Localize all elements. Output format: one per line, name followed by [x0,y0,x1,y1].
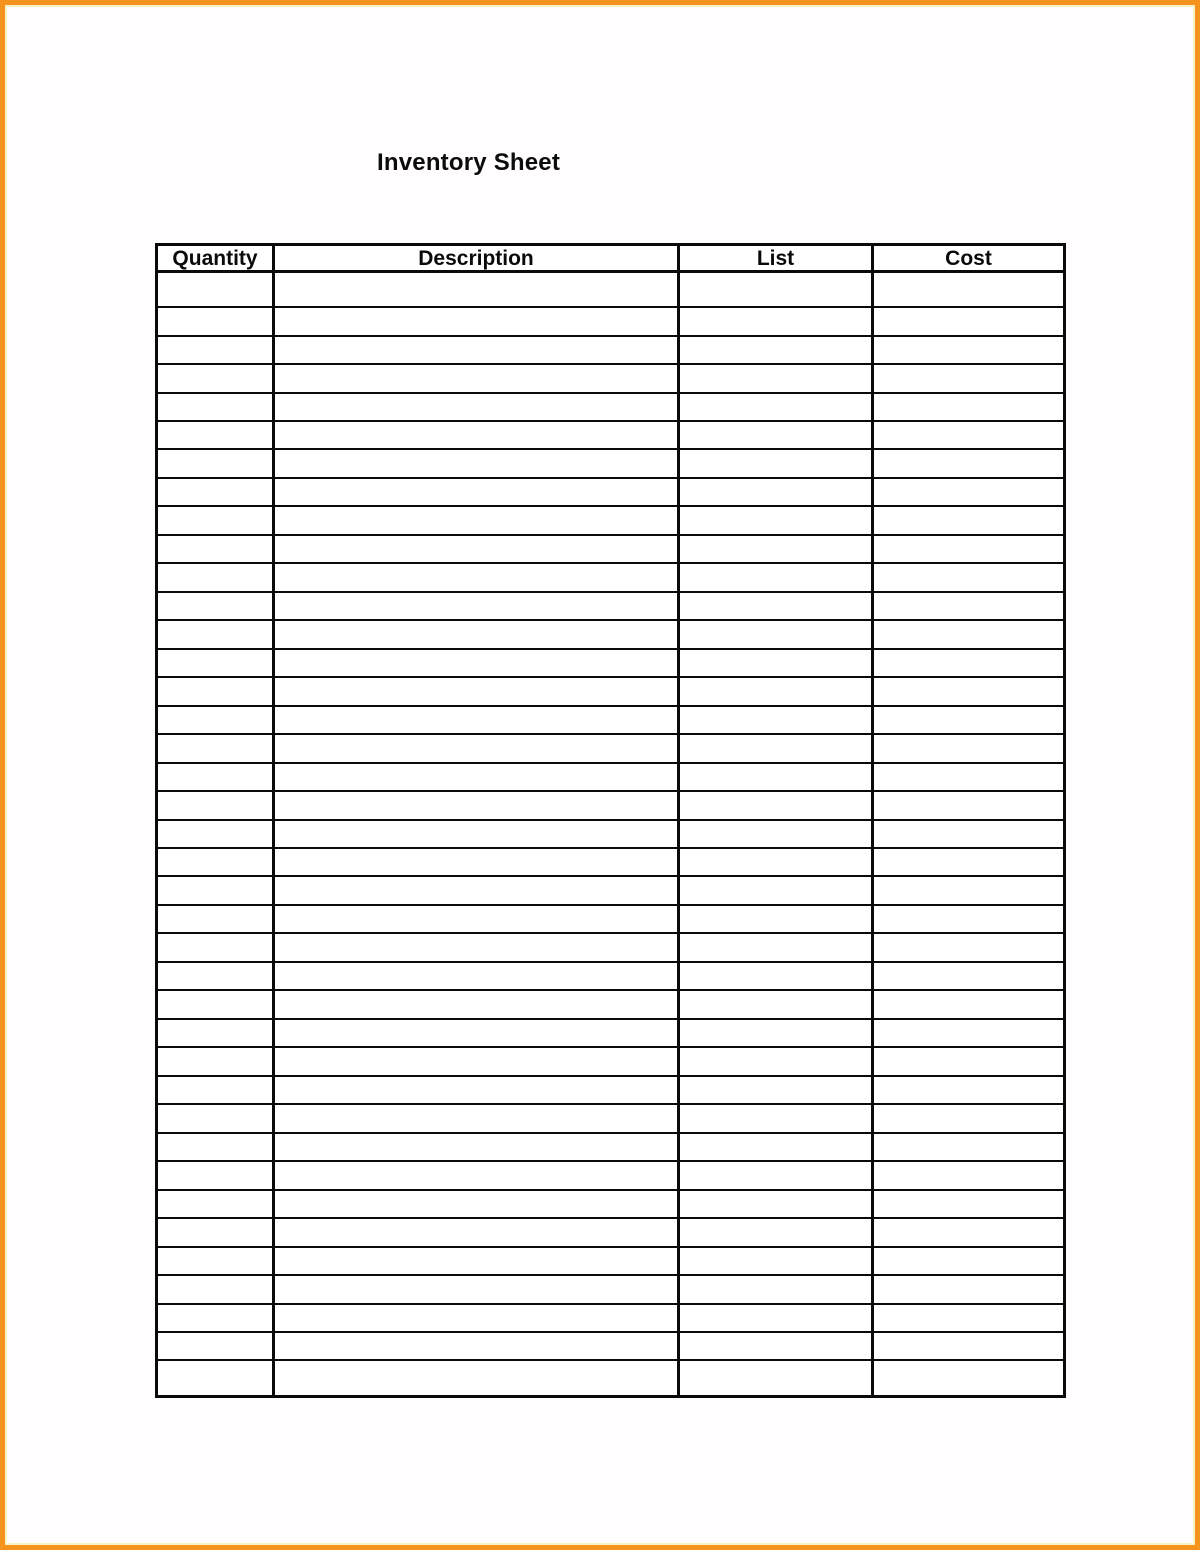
table-cell-list[interactable] [679,1247,873,1275]
table-cell-quantity[interactable] [157,734,274,762]
table-row [157,1332,1065,1360]
table-row [157,1275,1065,1303]
table-cell-description[interactable] [274,1133,679,1161]
table-cell-description[interactable] [274,1161,679,1189]
table-cell-list[interactable] [679,421,873,449]
table-cell-cost[interactable] [873,848,1065,876]
table-cell-list[interactable] [679,307,873,335]
table-cell-description[interactable] [274,1190,679,1218]
table-cell-list[interactable] [679,820,873,848]
table-cell-cost[interactable] [873,905,1065,933]
table-row [157,706,1065,734]
table-cell-quantity[interactable] [157,763,274,791]
table-cell-quantity[interactable] [157,848,274,876]
table-cell-list[interactable] [679,1047,873,1075]
table-cell-list[interactable] [679,649,873,677]
table-cell-list[interactable] [679,706,873,734]
table-cell-quantity[interactable] [157,820,274,848]
table-row [157,592,1065,620]
table-cell-list[interactable] [679,1104,873,1132]
table-cell-quantity[interactable] [157,1161,274,1189]
page-title: Inventory Sheet [377,149,561,176]
table-cell-cost[interactable] [873,620,1065,648]
table-cell-description[interactable] [274,905,679,933]
table-cell-quantity[interactable] [157,933,274,961]
table-cell-list[interactable] [679,478,873,506]
header-row [157,245,1065,272]
table-row [157,307,1065,335]
table-cell-list[interactable] [679,848,873,876]
table-cell-quantity[interactable] [157,272,274,308]
table-cell-cost[interactable] [873,1019,1065,1047]
table-cell-cost[interactable] [873,990,1065,1018]
table-cell-cost[interactable] [873,649,1065,677]
table-cell-cost[interactable] [873,1190,1065,1218]
table-cell-quantity[interactable] [157,478,274,506]
table-cell-description[interactable] [274,1019,679,1047]
table-cell-list[interactable] [679,763,873,791]
table-cell-cost[interactable] [873,1275,1065,1303]
table-cell-list[interactable] [679,364,873,392]
table-cell-cost[interactable] [873,876,1065,904]
table-cell-cost[interactable] [873,1047,1065,1075]
table-cell-list[interactable] [679,1161,873,1189]
table-cell-description[interactable] [274,478,679,506]
table-row [157,734,1065,762]
table-cell-list[interactable] [679,620,873,648]
table-cell-quantity[interactable] [157,592,274,620]
table-cell-description[interactable] [274,506,679,534]
table-cell-list[interactable] [679,336,873,364]
table-cell-quantity[interactable] [157,393,274,421]
table-cell-list[interactable] [679,1360,873,1396]
table-row [157,763,1065,791]
table-cell-list[interactable] [679,990,873,1018]
table-row [157,1304,1065,1332]
table-row [157,876,1065,904]
table-cell-quantity[interactable] [157,1019,274,1047]
table-row [157,1104,1065,1132]
table-cell-list[interactable] [679,272,873,308]
table-cell-list[interactable] [679,506,873,534]
table-cell-quantity[interactable] [157,1332,274,1360]
table-cell-quantity[interactable] [157,962,274,990]
table-cell-description[interactable] [274,1304,679,1332]
table-cell-list[interactable] [679,677,873,705]
table-cell-description[interactable] [274,307,679,335]
table-cell-quantity[interactable] [157,336,274,364]
table-header [157,245,1065,272]
table-cell-description[interactable] [274,393,679,421]
table-cell-list[interactable] [679,1076,873,1104]
table-row [157,848,1065,876]
table-cell-quantity[interactable] [157,1104,274,1132]
table-row [157,791,1065,819]
table-cell-list[interactable] [679,592,873,620]
table-cell-cost[interactable] [873,506,1065,534]
table-cell-cost[interactable] [873,734,1065,762]
table-cell-cost[interactable] [873,478,1065,506]
table-row [157,1076,1065,1104]
table-cell-cost[interactable] [873,364,1065,392]
table-cell-list[interactable] [679,1275,873,1303]
table-row [157,506,1065,534]
table-cell-cost[interactable] [873,307,1065,335]
table-row [157,820,1065,848]
table-cell-quantity[interactable] [157,706,274,734]
table-cell-cost[interactable] [873,820,1065,848]
table-cell-list[interactable] [679,535,873,563]
table-cell-quantity[interactable] [157,307,274,335]
table-cell-description[interactable] [274,848,679,876]
table-cell-quantity[interactable] [157,905,274,933]
table-cell-quantity[interactable] [157,421,274,449]
table-cell-quantity[interactable] [157,1218,274,1246]
table-cell-list[interactable] [679,1019,873,1047]
table-row [157,563,1065,591]
table-row [157,990,1065,1018]
table-cell-cost[interactable] [873,1104,1065,1132]
table-cell-description[interactable] [274,1104,679,1132]
table-row [157,336,1065,364]
table-cell-description[interactable] [274,620,679,648]
table-cell-description[interactable] [274,962,679,990]
table-row [157,364,1065,392]
table-cell-description[interactable] [274,336,679,364]
table-cell-description[interactable] [274,876,679,904]
table-cell-list[interactable] [679,876,873,904]
table-row [157,272,1065,308]
table-cell-description[interactable] [274,421,679,449]
table-cell-quantity[interactable] [157,1047,274,1075]
table-row [157,620,1065,648]
table-row [157,1047,1065,1075]
table-row [157,1161,1065,1189]
table-cell-description[interactable] [274,272,679,308]
table-cell-description[interactable] [274,535,679,563]
table-cell-description[interactable] [274,734,679,762]
table-cell-cost[interactable] [873,1218,1065,1246]
table-cell-description[interactable] [274,1076,679,1104]
table-cell-description[interactable] [274,364,679,392]
table-cell-cost[interactable] [873,563,1065,591]
table-cell-description[interactable] [274,1275,679,1303]
table-cell-list[interactable] [679,393,873,421]
table-row [157,478,1065,506]
table-cell-description[interactable] [274,649,679,677]
table-cell-cost[interactable] [873,1161,1065,1189]
table-cell-cost[interactable] [873,677,1065,705]
table-row [157,535,1065,563]
inventory-table [155,243,1066,1398]
table-cell-quantity[interactable] [157,535,274,563]
table-cell-description[interactable] [274,1360,679,1396]
table-row [157,1247,1065,1275]
table-cell-quantity[interactable] [157,1190,274,1218]
table-cell-description[interactable] [274,1047,679,1075]
table-row [157,1190,1065,1218]
table-row [157,677,1065,705]
table-cell-cost[interactable] [873,535,1065,563]
table-cell-list[interactable] [679,1190,873,1218]
table-cell-list[interactable] [679,1304,873,1332]
table-cell-description[interactable] [274,763,679,791]
table-cell-description[interactable] [274,1332,679,1360]
table-cell-cost[interactable] [873,272,1065,308]
table-cell-list[interactable] [679,791,873,819]
table-cell-quantity[interactable] [157,1247,274,1275]
table-row [157,962,1065,990]
table-cell-list[interactable] [679,563,873,591]
table-cell-list[interactable] [679,1218,873,1246]
table-cell-cost[interactable] [873,791,1065,819]
table-cell-cost[interactable] [873,393,1065,421]
table-cell-cost[interactable] [873,1304,1065,1332]
table-cell-cost[interactable] [873,449,1065,477]
column-header-description: Description [274,245,679,272]
table-cell-description[interactable] [274,1218,679,1246]
table-cell-cost[interactable] [873,706,1065,734]
table-cell-description[interactable] [274,677,679,705]
table-cell-description[interactable] [274,820,679,848]
table-cell-cost[interactable] [873,1133,1065,1161]
table-row [157,1133,1065,1161]
table-cell-list[interactable] [679,449,873,477]
table-cell-list[interactable] [679,962,873,990]
table-cell-quantity[interactable] [157,364,274,392]
column-header-cost: Cost [873,245,1065,272]
table-cell-quantity[interactable] [157,449,274,477]
table-cell-description[interactable] [274,592,679,620]
table-cell-quantity[interactable] [157,1133,274,1161]
table-cell-quantity[interactable] [157,1076,274,1104]
table-cell-quantity[interactable] [157,1304,274,1332]
table-cell-quantity[interactable] [157,506,274,534]
table-cell-cost[interactable] [873,1332,1065,1360]
table-cell-list[interactable] [679,933,873,961]
table-cell-list[interactable] [679,1133,873,1161]
table-row [157,393,1065,421]
column-header-quantity: Quantity [157,245,274,272]
table-body [157,272,1065,1397]
table-cell-cost[interactable] [873,763,1065,791]
table-cell-cost[interactable] [873,421,1065,449]
table-cell-description[interactable] [274,449,679,477]
table-cell-cost[interactable] [873,962,1065,990]
table-row [157,649,1065,677]
table-cell-description[interactable] [274,990,679,1018]
table-cell-cost[interactable] [873,1360,1065,1396]
table-cell-quantity[interactable] [157,1275,274,1303]
table-cell-list[interactable] [679,1332,873,1360]
table-row [157,1218,1065,1246]
table-cell-description[interactable] [274,933,679,961]
column-header-list: List [679,245,873,272]
table-cell-description[interactable] [274,706,679,734]
table-cell-cost[interactable] [873,592,1065,620]
table-cell-quantity[interactable] [157,1360,274,1396]
table-cell-quantity[interactable] [157,649,274,677]
table-cell-quantity[interactable] [157,677,274,705]
table-row [157,1360,1065,1396]
table-row [157,421,1065,449]
table-row [157,1019,1065,1047]
table-cell-description[interactable] [274,1247,679,1275]
table-cell-cost[interactable] [873,933,1065,961]
table-cell-quantity[interactable] [157,791,274,819]
table-cell-cost[interactable] [873,1247,1065,1275]
table-cell-quantity[interactable] [157,563,274,591]
table-cell-description[interactable] [274,791,679,819]
table-row [157,449,1065,477]
table-cell-list[interactable] [679,905,873,933]
table-cell-list[interactable] [679,734,873,762]
table-row [157,933,1065,961]
table-cell-quantity[interactable] [157,620,274,648]
table-cell-cost[interactable] [873,336,1065,364]
table-cell-quantity[interactable] [157,990,274,1018]
table-row [157,905,1065,933]
table-cell-description[interactable] [274,563,679,591]
table-cell-cost[interactable] [873,1076,1065,1104]
table-cell-quantity[interactable] [157,876,274,904]
